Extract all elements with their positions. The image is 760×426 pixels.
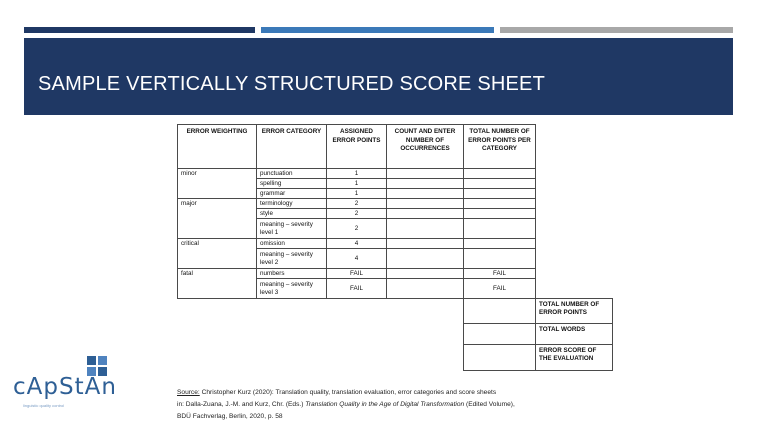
summary-row-total-points — [178, 299, 613, 324]
count-cell[interactable] — [387, 189, 464, 199]
count-cell[interactable] — [387, 269, 464, 279]
score-sheet-table — [177, 124, 613, 371]
total-cell — [464, 219, 536, 239]
summary-value-cell[interactable] — [464, 299, 536, 324]
source-line-2-post: (Edited Volume), — [464, 401, 515, 408]
table-row — [178, 199, 613, 209]
source-citation — [177, 387, 515, 423]
header-total-per-category: TOTAL NUMBER OF ERROR POINTS PER CATEGORY — [464, 125, 536, 169]
header-count: COUNT AND ENTER NUMBER OF OCCURRENCES — [387, 125, 464, 169]
accent-bar-gray — [500, 27, 733, 33]
source-line-1-text: Christopher Kurz (2020): Translation quality, translation evaluation, error categories and score sheets — [199, 389, 497, 396]
summary-value-cell[interactable] — [464, 324, 536, 345]
source-label: Source: — [177, 389, 200, 396]
category-cell: style — [257, 209, 327, 219]
table-row — [178, 239, 613, 249]
total-cell — [464, 199, 536, 209]
points-cell: FAIL — [327, 269, 387, 279]
accent-bar-blue — [261, 27, 494, 33]
weighting-major: major — [178, 199, 257, 239]
summary-label-total-words: TOTAL WORDS — [536, 324, 613, 345]
source-line-3: BDÜ Fachverlag, Berlin, 2020, p. 58 — [177, 413, 283, 420]
points-cell: 2 — [327, 219, 387, 239]
points-cell: 2 — [327, 199, 387, 209]
points-cell: 2 — [327, 209, 387, 219]
weighting-critical: critical — [178, 239, 257, 269]
category-cell: meaning – severity level 3 — [257, 279, 327, 299]
category-cell: omission — [257, 239, 327, 249]
count-cell[interactable] — [387, 249, 464, 269]
summary-value-cell[interactable] — [464, 345, 536, 371]
category-cell: meaning – severity level 1 — [257, 219, 327, 239]
weighting-minor: minor — [178, 169, 257, 199]
points-cell: 4 — [327, 249, 387, 269]
points-cell: 1 — [327, 189, 387, 199]
source-line-2-pre: in: Dalla-Zuana, J.-M. and Kurz, Chr. (Eds.) — [177, 401, 306, 408]
points-cell: 1 — [327, 179, 387, 189]
table-header-row — [178, 125, 613, 169]
category-cell: numbers — [257, 269, 327, 279]
accent-bar-navy — [24, 27, 255, 33]
logo-wordmark: cApStAn — [13, 374, 117, 400]
slide-header — [24, 38, 733, 115]
source-line-1 — [177, 387, 515, 399]
count-cell[interactable] — [387, 179, 464, 189]
header-assigned-points: ASSIGNED ERROR POINTS — [327, 125, 387, 169]
weighting-fatal: fatal — [178, 269, 257, 299]
category-cell: grammar — [257, 189, 327, 199]
total-cell — [464, 239, 536, 249]
total-cell — [464, 179, 536, 189]
logo-tagline: linguistic quality control — [23, 403, 65, 408]
points-cell: 1 — [327, 169, 387, 179]
count-cell[interactable] — [387, 199, 464, 209]
category-cell: spelling — [257, 179, 327, 189]
category-cell: meaning – severity level 2 — [257, 249, 327, 269]
source-book-title: Translation Quality in the Age of Digital Transformation — [305, 401, 465, 408]
summary-label-error-score: ERROR SCORE OF THE EVALUATION — [536, 345, 613, 371]
total-cell — [464, 189, 536, 199]
count-cell[interactable] — [387, 169, 464, 179]
points-cell: 4 — [327, 239, 387, 249]
points-cell: FAIL — [327, 279, 387, 299]
summary-row-total-words — [178, 324, 613, 345]
total-cell: FAIL — [464, 269, 536, 279]
count-cell[interactable] — [387, 279, 464, 299]
count-cell[interactable] — [387, 239, 464, 249]
summary-label-total-points: TOTAL NUMBER OF ERROR POINTS — [536, 299, 613, 324]
total-cell — [464, 249, 536, 269]
category-cell: terminology — [257, 199, 327, 209]
total-cell: FAIL — [464, 279, 536, 299]
table-row — [178, 169, 613, 179]
total-cell — [464, 209, 536, 219]
summary-row-error-score — [178, 345, 613, 371]
source-line-2 — [177, 399, 515, 411]
count-cell[interactable] — [387, 219, 464, 239]
category-cell: punctuation — [257, 169, 327, 179]
table-row — [178, 269, 613, 279]
count-cell[interactable] — [387, 209, 464, 219]
header-error-weighting: ERROR WEIGHTING — [178, 125, 257, 169]
header-error-category: ERROR CATEGORY — [257, 125, 327, 169]
slide-title: SAMPLE VERTICALLY STRUCTURED SCORE SHEET — [38, 73, 546, 95]
total-cell — [464, 169, 536, 179]
logo-grid-icon — [87, 356, 107, 376]
